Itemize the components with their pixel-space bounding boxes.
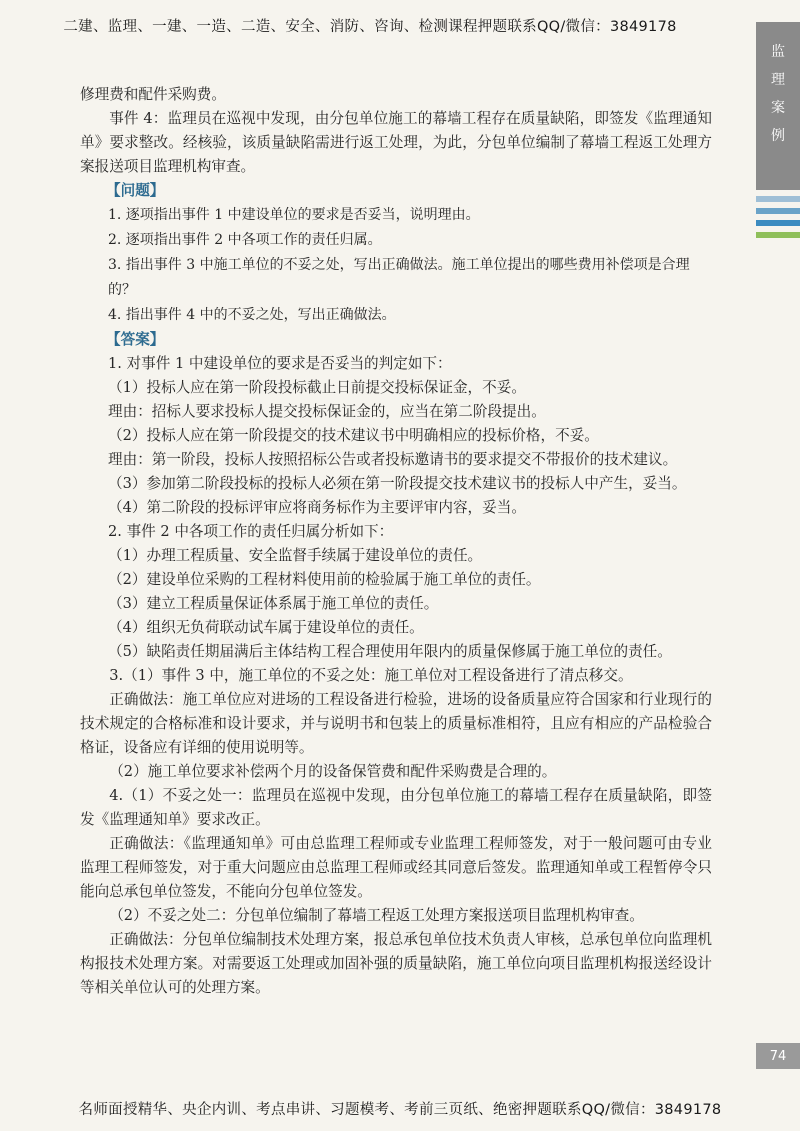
- question-item: 3. 指出事件 3 中施工单位的不妥之处，写出正确做法。施工单位提出的哪些费用补偿项是合理的？: [108, 257, 690, 298]
- color-stripe: [756, 208, 800, 214]
- paragraph-event-4: 事件 4：监理员在巡视中发现，由分包单位施工的幕墙工程存在质量缺陷，即签发《监理通知单》要求整改。经核验，该质量缺陷需进行返工处理，为此，分包单位编制了幕墙工程返工处理方案报送项目监理机构审查。: [80, 110, 712, 175]
- color-stripe: [756, 220, 800, 226]
- answer-item: 1. 对事件 1 中建设单位的要求是否妥当的判定如下：: [108, 355, 452, 372]
- answer-item: （4）组织无负荷联动试车属于建设单位的责任。: [108, 619, 424, 636]
- answer-reason: 理由：招标人要求投标人提交投标保证金的，应当在第二阶段提出。: [108, 403, 546, 420]
- answer-item: 4.（1）不妥之处一：监理员在巡视中发现，由分包单位施工的幕墙工程存在质量缺陷，即签发《监理通知单》要求改正。: [80, 787, 712, 828]
- side-tab-char: 例: [771, 128, 785, 144]
- answer-item: （1）办理工程质量、安全监督手续属于建设单位的责任。: [108, 547, 483, 564]
- answer-item: （3）参加第二阶段投标的投标人必须在第一阶段提交技术建议书的投标人中产生，妥当。: [108, 475, 687, 492]
- page-number: 74: [756, 1043, 800, 1069]
- answer-item: （5）缺陷责任期届满后主体结构工程合理使用年限内的质量保修属于施工单位的责任。: [108, 643, 672, 660]
- answer-item: 3.（1）事件 3 中，施工单位的不妥之处：施工单位对工程设备进行了清点移交。: [109, 667, 633, 684]
- answer-correct-practice: 正确做法：分包单位编制技术处理方案，报总承包单位技术负责人审核，总承包单位向监理机构报技术处理方案。对需要返工处理或加固补强的质量缺陷，施工单位向项目监理机构报送经设计等相关单位认可的处理方案。: [80, 931, 712, 996]
- color-stripe: [756, 232, 800, 238]
- answer-reason: 理由：第一阶段，投标人按照招标公告或者投标邀请书的要求提交不带报价的技术建议。: [108, 451, 678, 468]
- paragraph: 修理费和配件采购费。: [80, 86, 226, 103]
- answer-item: （2）投标人应在第一阶段提交的技术建议书中明确相应的投标价格，不妥。: [108, 427, 599, 444]
- side-color-stripes: [756, 196, 800, 244]
- answer-item: （2）不妥之处二：分包单位编制了幕墙工程返工处理方案报送项目监理机构审查。: [109, 907, 644, 924]
- answer-item: （2）施工单位要求补偿两个月的设备保管费和配件采购费是合理的。: [109, 763, 557, 780]
- side-tab-char: 理: [771, 72, 785, 88]
- document-body: [80, 83, 712, 1000]
- answer-item: （1）投标人应在第一阶段投标截止日前提交投标保证金，不妥。: [108, 379, 526, 396]
- answers-heading: 【答案】: [106, 331, 165, 348]
- answer-item: （4）第二阶段的投标评审应将商务标作为主要评审内容，妥当。: [108, 499, 526, 516]
- answer-item: （3）建立工程质量保证体系属于施工单位的责任。: [108, 595, 439, 612]
- header-banner: 二建、监理、一建、一造、二造、安全、消防、咨询、检测课程押题联系QQ/微信：3849178: [63, 19, 677, 35]
- question-item: 4. 指出事件 4 中的不妥之处，写出正确做法。: [108, 307, 396, 323]
- side-section-tab: [756, 22, 800, 190]
- answer-correct-practice: 正确做法：《监理通知单》可由总监理工程师或专业监理工程师签发，对于一般问题可由专业监理工程师签发，对于重大问题应由总监理工程师或经其同意后签发。监理通知单或工程暂停令只能向总承包单位签发，不能向分包单位签发。: [80, 835, 712, 900]
- footer-banner: 名师面授精华、央企内训、考点串讲、习题模考、考前三页纸、绝密押题联系QQ/微信：3849178: [78, 1102, 722, 1118]
- question-item: 1. 逐项指出事件 1 中建设单位的要求是否妥当，说明理由。: [108, 207, 480, 223]
- side-tab-char: 案: [771, 100, 785, 116]
- questions-heading: 【问题】: [106, 182, 165, 199]
- answer-item: （2）建设单位采购的工程材料使用前的检验属于施工单位的责任。: [108, 571, 541, 588]
- side-tab-char: 监: [771, 44, 785, 60]
- question-item: 2. 逐项指出事件 2 中各项工作的责任归属。: [108, 232, 382, 248]
- answer-item: 2. 事件 2 中各项工作的责任归属分析如下：: [108, 523, 394, 540]
- color-stripe: [756, 196, 800, 202]
- answer-correct-practice: 正确做法：施工单位应对进场的工程设备进行检验，进场的设备质量应符合国家和行业现行的技术规定的合格标准和设计要求，并与说明书和包装上的质量标准相符，且应有相应的产品检验合格证，设备应有详细的使用说明等。: [80, 691, 712, 756]
